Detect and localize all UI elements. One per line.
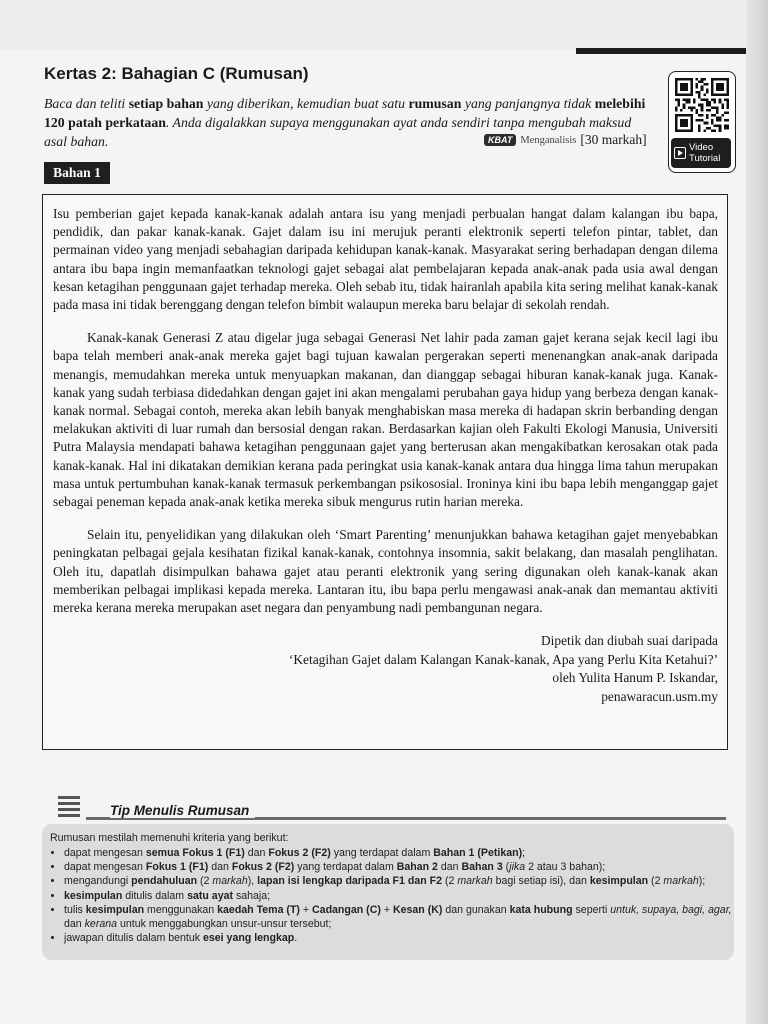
marks-label: [30 markah] (580, 132, 647, 147)
instruction-text: Baca dan teliti setiap bahan yang diberikan, kemudian buat satu rumusan yang panjangnya tidak melebihi 120 patah perkataan. Anda digalakkan supaya menggunakan ayat anda sendiri tanpa mengubah maksud asal bahan. (44, 96, 646, 149)
source-credit: Dipetik dan diubah suai daripada ‘Ketagihan Gajet dalam Kalangan Kanak-kanak, Apa yang Perlu Kita Ketahui?’ oleh Yulita Hanum P. Iskandar, penawaracun.usm.my (288, 633, 718, 704)
passage-paragraph: Isu pemberian gajet kepada kanak-kanak adalah antara isu yang menjadi perbualan hangat dalam kalangan ibu bapa, pendidik, dan pakar kanak-kanak. Gajet dalam isu ini merujuk peranti elektronik seperti telefon pintar, tablet, dan permainan video yang menjadi sebahagian daripada kehidupan kanak-kanak. Masyarakat sering berhadapan dengan dilema antara ibu bapa ingin memanfaatkan teknologi gajet sebagai alat pembelajaran kepada anak-anak pada usia awal dengan kesan ketagihan penggunaan gajet terhadap mereka. Oleh sebab itu, tidak hairanlah apabila kita sering melihat kanak-kanak pada masa ini tidak berenggang dengan telefon bimbit walaupun mereka baru belajar di sekolah rendah. (53, 206, 718, 313)
qr-panel[interactable] (668, 71, 736, 173)
section-title: Kertas 2: Bahagian C (Rumusan) (44, 64, 309, 83)
tip-item: • jawapan ditulis dalam bentuk esei yang lengkap. (64, 931, 746, 945)
video-tutorial-button[interactable]: Video Tutorial (671, 138, 731, 168)
notes-icon (58, 796, 80, 824)
tip-item: • dapat mengesan semua Fokus 1 (F1) dan Fokus 2 (F2) yang terdapat dalam Bahan 1 (Petikan); (64, 846, 746, 860)
tip-item: • tulis kesimpulan menggunakan kaedah Tema (T) + Cadangan (C) + Kesan (K) dan gunakan kata hubung seperti untuk, supaya, bagi, agar, dan kerana untuk menggabungkan unsur-unsur tersebut; (64, 903, 746, 931)
passage-box (42, 194, 728, 750)
tip-item: • dapat mengesan Fokus 1 (F1) dan Fokus 2 (F2) yang terdapat dalam Bahan 2 dan Bahan 3 (jika 2 atau 3 bahan); (64, 860, 746, 874)
page-edge-shadow (746, 0, 768, 1024)
tips-title: Tip Menulis Rumusan (110, 803, 255, 818)
play-icon (674, 147, 686, 159)
page-top-margin (0, 0, 768, 50)
source-label: Bahan 1 (44, 162, 110, 184)
tip-item: • mengandungi pendahuluan (2 markah), lapan isi lengkap daripada F1 dan F2 (2 markah bagi setiap isi), dan kesimpulan (2 markah); (64, 874, 746, 888)
header-rule (576, 48, 746, 54)
skill-label: Menganalisis (520, 134, 577, 146)
tips-intro: Rumusan mestilah memenuhi kriteria yang berikut: (50, 832, 289, 844)
kbat-badge: KBAT (484, 134, 516, 146)
passage-paragraph: Selain itu, penyelidikan yang dilakukan oleh ‘Smart Parenting’ menunjukkan bahawa ketagihan gajet menyebabkan peningkatan pelbagai gejala kesihatan fizikal kanak-kanak, contohnya insomnia, sakit belakang, dan masalah penglihatan. Oleh itu, dapatlah disimpulkan bahawa gajet atau peranti elektronik yang sering digunakan oleh kanak-kanak akan memberikan pelbagai implikasi kepada mereka. Lantaran itu, ibu bapa perlu mengawasi anak-anak dan memantau aktiviti mereka kerana mereka merupakan aset negara dan penyambung nadi pembangunan negara. (53, 527, 718, 616)
tips-list (50, 846, 746, 945)
passage-paragraph: Kanak-kanak Generasi Z atau digelar juga sebagai Generasi Net lahir pada zaman gajet kerana sejak kecil lagi ibu bapa telah memberi anak-anak mereka gajet bagi tujuan kawalan pergerakan seperti menenangkan anak-anak daripada menangis, memudahkan mereka untuk menyuapkan makanan, dan dianggap sebagai hiburan kanak-kanak juga. Kanak-kanak yang sudah terbiasa didedahkan dengan gajet ini akan mengalami perubahan gaya hidup yang berbeza dengan kanak-kanak normal. Sebagai contoh, mereka akan lebih banyak menghabiskan masa mereka di hadapan skrin berbanding dengan melakukan aktiviti di luar rumah dan bersosial dengan rakan. Berdasarkan kajian oleh Fakulti Ekologi Manusia, Universiti Putra Malaysia mendapati bahawa ketagihan penggunaan gajet yang berterusan akan mengakibatkan kerosakan otak pada kanak-kanak. Hal ini dikatakan demikian kerana pada peringkat usia kanak-kanak antara dua hingga lima tahun merupakan masa untuk pertumbuhan kanak-kanak termasuk perkembangan psikososial. Ironinya kini ibu bapa lebih menganggap gajet sebagai peneman kepada anak-anak ketika mereka sibuk mengurus rutin harian mereka. (53, 330, 718, 510)
tip-item: • kesimpulan ditulis dalam satu ayat sahaja; (64, 889, 746, 903)
marks-line (484, 132, 647, 148)
qr-code-icon[interactable] (675, 78, 729, 132)
